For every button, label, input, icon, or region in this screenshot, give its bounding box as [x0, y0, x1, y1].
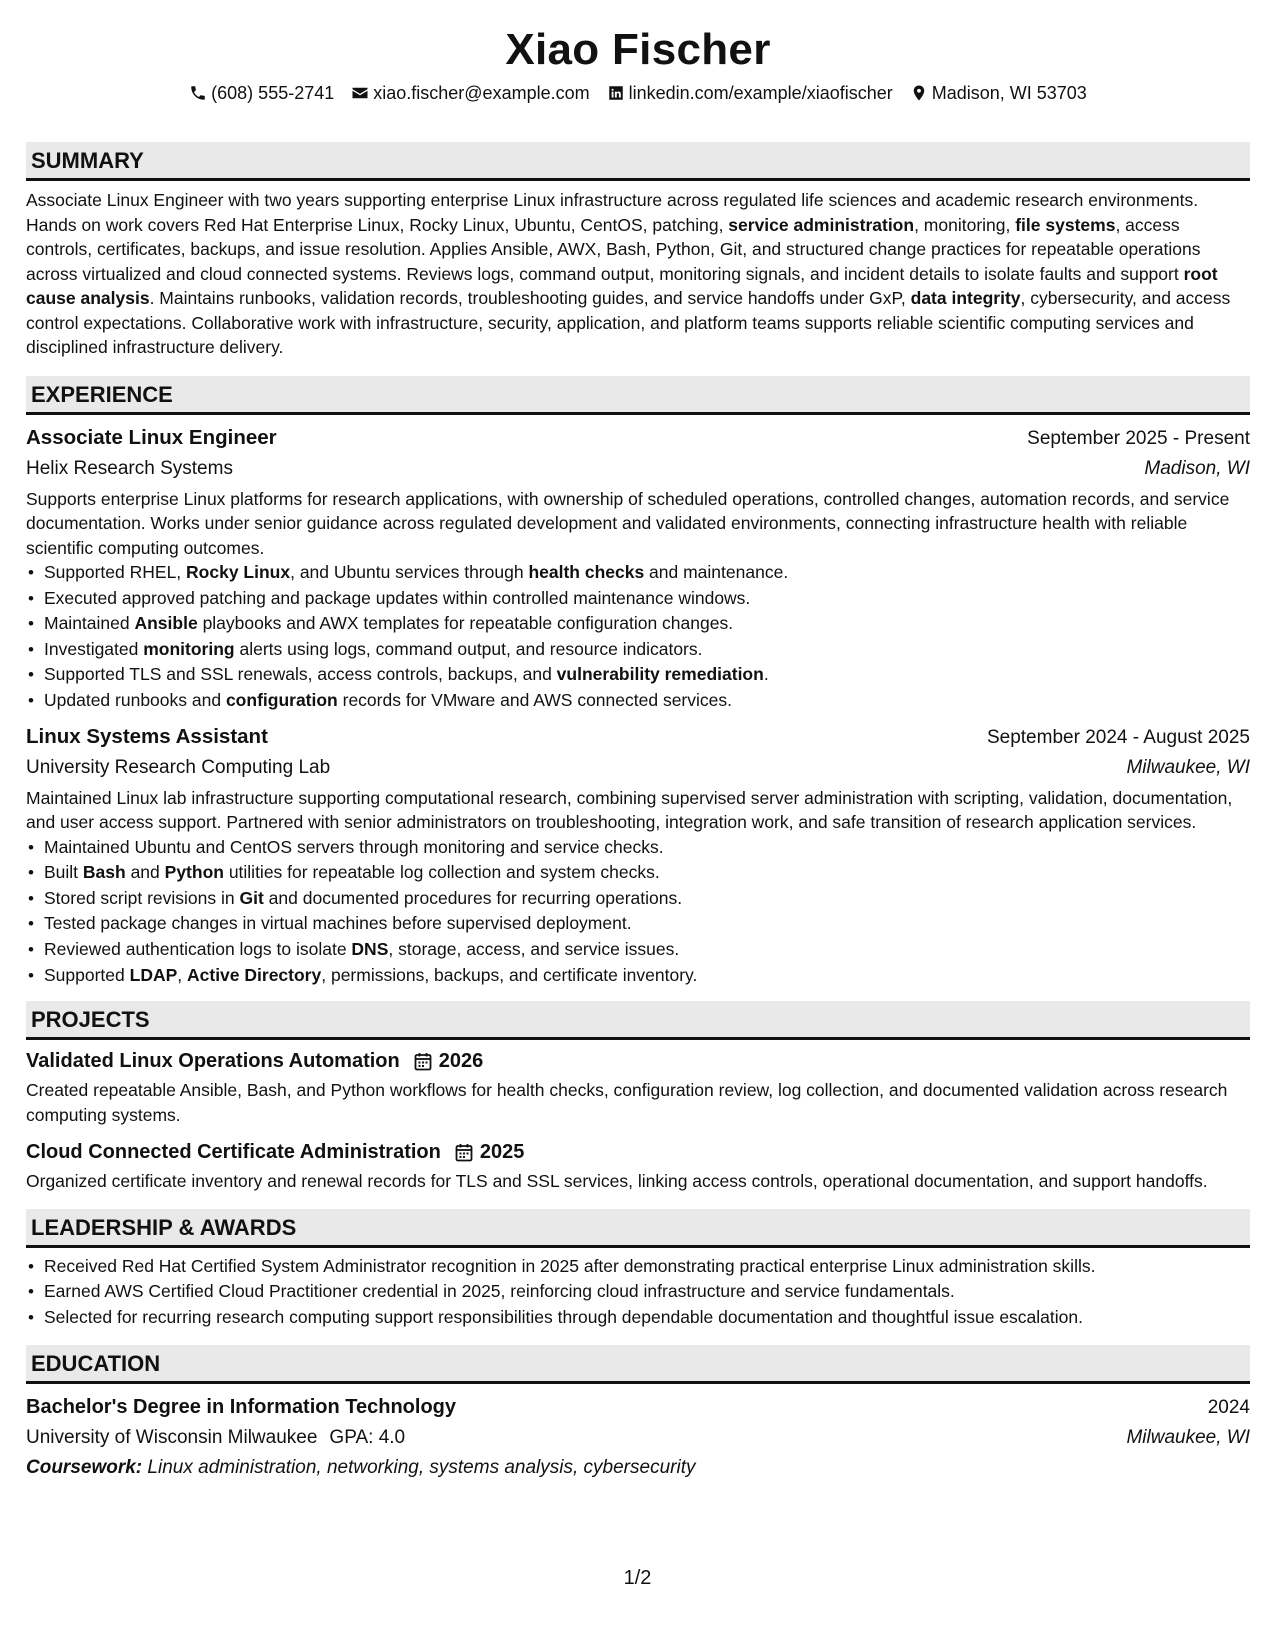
bullet-item — [44, 662, 1250, 688]
projects-section-header: PROJECTS — [26, 1001, 1250, 1040]
text-run: playbooks and AWX templates for repeatable configuration changes. — [197, 613, 734, 634]
bold-keyword: data integrity — [910, 288, 1021, 308]
bullet-item — [44, 835, 1250, 861]
list-item: • Received Red Hat Certified System Administrator recognition in 2025 after demonstrating practical enterprise Linux administration skills. — [44, 1254, 1250, 1280]
bullet-item — [44, 937, 1250, 963]
text-run: Supported RHEL, — [44, 562, 187, 582]
job-bullets — [26, 835, 1250, 989]
summary-section-header: SUMMARY — [26, 142, 1250, 181]
text-run: , cybersecurity, and access control expectations. Collaborative work with infrastructure, security, application, and platform teams supports reliable scientific computing services and disciplined infrastructure delivery. — [26, 288, 1231, 357]
text-run: alerts using logs, command output, and resource indicators. — [234, 638, 703, 659]
project-description: Organized certificate inventory and renewal records for TLS and SSL services, linking access controls, operational documentation, and support handoffs. — [26, 1171, 1208, 1192]
bold-keyword: Python — [164, 862, 224, 883]
contact-linkedin[interactable] — [607, 82, 893, 104]
bullet-item — [44, 586, 1250, 612]
linkedin-text: linkedin.com/example/xiaofischer — [628, 83, 893, 103]
bold-keyword: Git — [239, 887, 264, 908]
bullet-item — [44, 911, 1250, 937]
bold-keyword: Active Directory — [187, 964, 322, 985]
coursework-label: Coursework: — [26, 1457, 143, 1479]
bold-keyword: Bash — [82, 862, 126, 883]
bold-keyword: Rocky Linux — [186, 562, 291, 582]
text-run: Built — [44, 862, 83, 883]
job-bullets — [26, 560, 1250, 714]
project-description: Created repeatable Ansible, Bash, and Python workflows for health checks, configuration review, log collection, and documented validation across research computing systems. — [26, 1080, 1228, 1125]
bullet-item — [44, 611, 1250, 637]
text-run: . Maintains runbooks, validation records, troubleshooting guides, and service handoffs under GxP, — [149, 288, 911, 308]
phone-text: (608) 555-2741 — [211, 83, 335, 103]
job-title: Linux Systems Assistant — [26, 724, 268, 748]
text-run: Maintained Ubuntu and CentOS servers through monitoring and service checks. — [44, 836, 664, 857]
bold-keyword: LDAP — [129, 964, 178, 985]
job-dates: September 2024 - August 2025 — [986, 726, 1250, 748]
degree-title: Bachelor's Degree in Information Technology — [26, 1396, 457, 1419]
bold-keyword: monitoring — [143, 638, 235, 659]
education-entry — [26, 1392, 1250, 1483]
project-title: Cloud Connected Certificate Administration — [26, 1141, 441, 1164]
calendar-icon — [414, 1052, 432, 1071]
text-run: , — [177, 964, 187, 985]
leadership-bullets — [26, 1254, 1250, 1331]
candidate-name: Xiao Fischer — [505, 25, 771, 74]
list-item: • Selected for recurring research computing support responsibilities through dependable documentation and thoughtful issue escalation. — [44, 1305, 1250, 1331]
location-text: Madison, WI 53703 — [931, 83, 1087, 103]
bullet-item — [44, 560, 1250, 586]
job-description: Supports enterprise Linux platforms for research applications, with ownership of scheduled operations, controlled changes, automation records, and service documentation. Works under senior guidance across regulated development and validated environments, connecting infrastructure health with reliable scientific computing outcomes. — [26, 488, 1230, 558]
text-run: utilities for repeatable log collection and system checks. — [223, 862, 660, 883]
experience-section-header: EXPERIENCE — [26, 376, 1250, 415]
company-name: University Research Computing Lab — [26, 756, 331, 778]
job-title: Associate Linux Engineer — [26, 425, 277, 449]
text-run: and documented procedures for recurring operations. — [263, 887, 683, 908]
email-text: xiao.fischer@example.com — [373, 83, 590, 103]
experience-entry — [26, 722, 1250, 989]
summary-text — [26, 188, 1250, 360]
text-run: , storage, access, and service issues. — [388, 938, 680, 959]
gpa: GPA: 4.0 — [329, 1427, 406, 1449]
coursework-list: Linux administration, networking, systems analysis, cybersecurity — [147, 1457, 696, 1479]
bullet-item — [44, 860, 1250, 886]
text-run: Supported — [44, 964, 130, 985]
contact-email[interactable] — [351, 82, 589, 104]
calendar-icon — [455, 1143, 473, 1162]
project-year: 2026 — [438, 1050, 484, 1073]
text-run: and — [125, 862, 165, 883]
text-run: and maintenance. — [644, 562, 789, 582]
job-location: Milwaukee, WI — [1126, 756, 1250, 778]
contact-bar — [26, 82, 1250, 104]
education-section-header: EDUCATION — [26, 1345, 1250, 1384]
text-run: , monitoring, — [914, 214, 1016, 235]
linkedin-icon — [607, 84, 625, 102]
graduation-year: 2024 — [1207, 1397, 1250, 1419]
bold-keyword: service administration — [728, 214, 915, 235]
page-number: 1/2 — [623, 1567, 652, 1589]
contact-phone — [189, 82, 334, 104]
bullet-item — [44, 886, 1250, 912]
bullet-item — [44, 963, 1250, 989]
bold-keyword: vulnerability remediation — [556, 664, 764, 685]
job-dates: September 2025 - Present — [1027, 427, 1250, 449]
text-run: records for VMware and AWS connected services. — [337, 689, 732, 710]
phone-icon — [189, 84, 207, 102]
text-run: Tested package changes in virtual machines before supervised deployment. — [44, 913, 632, 934]
project-entry — [26, 1137, 1250, 1194]
bold-keyword: Ansible — [134, 613, 198, 634]
resume-page — [26, 0, 1250, 1650]
school-name: University of Wisconsin Milwaukee — [26, 1427, 318, 1449]
text-run: Updated runbooks and — [44, 689, 226, 710]
bold-keyword: root cause analysis — [26, 263, 1218, 308]
text-run: , permissions, backups, and certificate inventory. — [321, 964, 698, 985]
bold-keyword: health checks — [528, 562, 645, 582]
list-item: • Earned AWS Certified Cloud Practitioner credential in 2025, reinforcing cloud infrastructure and service fundamentals. — [44, 1279, 1250, 1305]
text-run: Associate Linux Engineer with two years supporting enterprise Linux infrastructure across regulated life sciences and academic research environments. Hands on work covers Red Hat Enterprise Linux, Rocky Linux, Ubuntu, CentOS, patching, — [26, 190, 1199, 235]
text-run: Executed approved patching and package updates within controlled maintenance windows. — [44, 587, 751, 608]
text-run: Maintained — [44, 613, 135, 634]
school-location: Milwaukee, WI — [1126, 1427, 1250, 1449]
text-run: , and Ubuntu services through — [290, 562, 529, 582]
bold-keyword: file systems — [1015, 214, 1116, 235]
job-description: Maintained Linux lab infrastructure supporting computational research, combining supervised server administration with scripting, validation, documentation, and user access support. Partnered with senior administrators on troubleshooting, integration work, and safe transition of research application services. — [26, 787, 1233, 833]
bullet-item — [44, 688, 1250, 714]
text-run: . — [763, 664, 769, 685]
leadership-section-header: LEADERSHIP & AWARDS — [26, 1209, 1250, 1248]
company-name: Helix Research Systems — [26, 457, 233, 479]
map-pin-icon — [910, 84, 928, 102]
text-run: Supported TLS and SSL renewals, access controls, backups, and — [44, 664, 557, 685]
job-location: Madison, WI — [1144, 457, 1250, 479]
coursework — [26, 1453, 1250, 1483]
project-entry — [26, 1046, 1250, 1127]
project-title: Validated Linux Operations Automation — [26, 1050, 400, 1073]
project-year: 2025 — [479, 1141, 525, 1164]
experience-entry — [26, 423, 1250, 714]
bold-keyword: DNS — [351, 938, 389, 959]
text-run: Reviewed authentication logs to isolate — [44, 938, 352, 959]
text-run: Stored script revisions in — [44, 887, 240, 908]
bold-keyword: configuration — [225, 689, 338, 710]
contact-location — [910, 82, 1087, 104]
text-run: , access controls, certificates, backups, and issue resolution. Applies Ansible, AWX, Bash, Python, Git, and structured change practices for repeatable operations across virtualized and cloud connected systems. Reviews logs, command output, monitoring signals, and incident details to isolate faults and support — [26, 214, 1201, 284]
text-run: Investigated — [44, 638, 144, 659]
bullet-item — [44, 637, 1250, 663]
envelope-icon — [351, 84, 369, 102]
